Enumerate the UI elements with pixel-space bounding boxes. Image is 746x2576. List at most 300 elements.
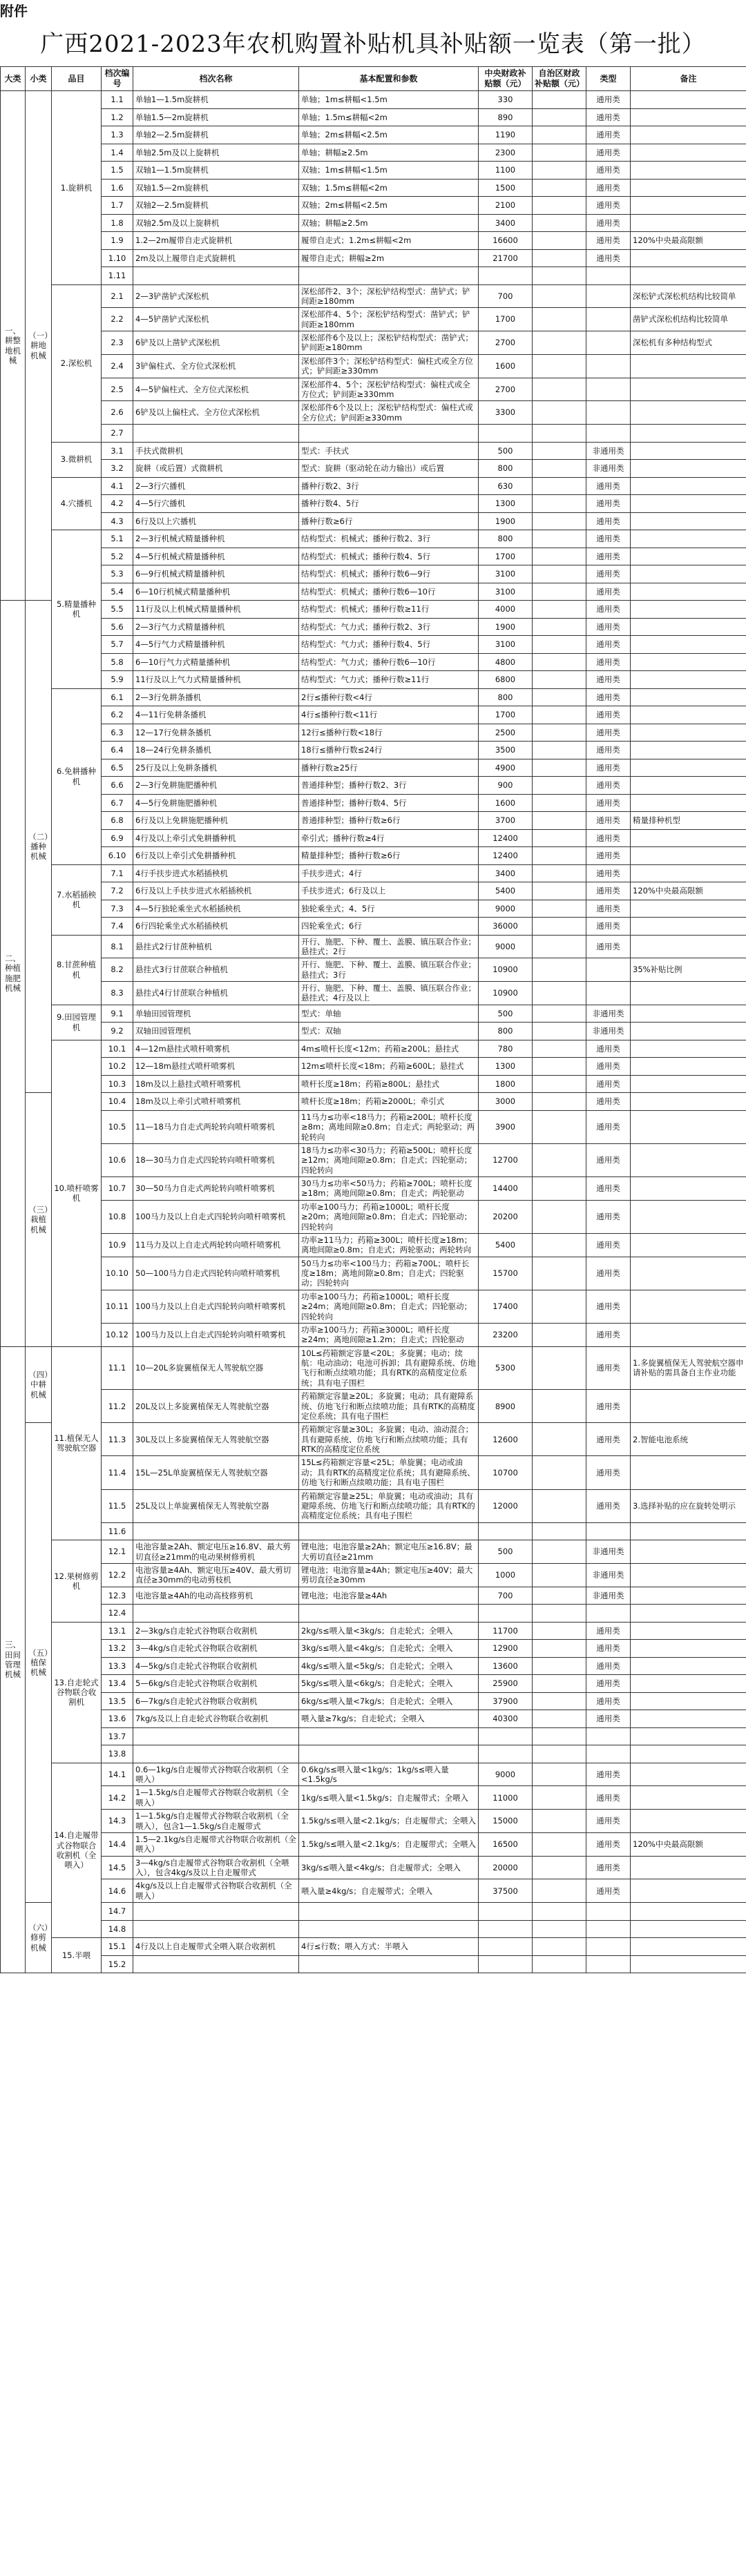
config-params: 结构型式：机械式；播种行数6—10行 bbox=[299, 583, 479, 601]
type: 通用类 bbox=[586, 900, 631, 918]
type: 通用类 bbox=[586, 636, 631, 654]
remark bbox=[631, 401, 746, 425]
central-subsidy: 1600 bbox=[479, 354, 533, 378]
type: 通用类 bbox=[586, 935, 631, 958]
regional-subsidy bbox=[533, 354, 586, 378]
tier-name: 电池容量≥4Ah、额定电压≥40V、最大剪切直径≥30mm的电动剪枝机 bbox=[133, 1563, 299, 1587]
table-row bbox=[1, 214, 746, 232]
table-row bbox=[1, 1640, 746, 1658]
table-row bbox=[1, 1710, 746, 1728]
central-subsidy: 15700 bbox=[479, 1257, 533, 1290]
remark bbox=[631, 1290, 746, 1323]
table-row bbox=[1, 401, 746, 425]
table-row bbox=[1, 565, 746, 583]
tier-name: 11马力及以上自走式两轮转向喷杆喷雾机 bbox=[133, 1233, 299, 1257]
table-row bbox=[1, 91, 746, 109]
tier-name: 2—3行气力式精量播种机 bbox=[133, 618, 299, 636]
tier-name: 30—50马力自走式两轮转向喷杆喷雾机 bbox=[133, 1177, 299, 1201]
central-subsidy: 9000 bbox=[479, 900, 533, 918]
tier-code: 1.11 bbox=[102, 267, 133, 285]
table-row bbox=[1, 1938, 746, 1956]
tier-name: 100马力及以上自走式四轮转向喷杆喷雾机 bbox=[133, 1323, 299, 1346]
type: 通用类 bbox=[586, 1832, 631, 1856]
remark: 凿铲式深松机结构比较简单 bbox=[631, 308, 746, 331]
regional-subsidy bbox=[533, 442, 586, 460]
regional-subsidy bbox=[533, 495, 586, 513]
central-subsidy: 2700 bbox=[479, 331, 533, 355]
tier-name: 18—24行免耕条播机 bbox=[133, 742, 299, 759]
subcategory-cell: （三）栽植机械 bbox=[26, 1093, 52, 1346]
regional-subsidy bbox=[533, 636, 586, 654]
table-row bbox=[1, 1587, 746, 1605]
config-params: 18行≤播种行数≤24行 bbox=[299, 742, 479, 759]
tier-code: 2.3 bbox=[102, 331, 133, 355]
item-cell: 14.自走履带式谷物联合收割机（全喂入） bbox=[52, 1763, 102, 1938]
tier-name: 4—12m悬挂式喷杆喷雾机 bbox=[133, 1040, 299, 1058]
table-row bbox=[1, 1563, 746, 1587]
tier-code: 15.1 bbox=[102, 1938, 133, 1956]
type: 通用类 bbox=[586, 1200, 631, 1233]
tier-code: 6.9 bbox=[102, 829, 133, 847]
type: 通用类 bbox=[586, 1622, 631, 1640]
remark bbox=[631, 1540, 746, 1564]
tier-name: 2—3kg/s自走轮式谷物联合收割机 bbox=[133, 1622, 299, 1640]
tier-name bbox=[133, 1522, 299, 1540]
type: 非通用类 bbox=[586, 1005, 631, 1023]
config-params: 功率≥11马力；药箱≥300L；喷杆长度≥18m；离地间隙≥0.8m；自走式；两轮驱动；两轮转向 bbox=[299, 1233, 479, 1257]
tier-name: 双轴2—2.5m旋耕机 bbox=[133, 197, 299, 215]
tier-code: 6.4 bbox=[102, 742, 133, 759]
tier-name: 双轴2.5m及以上旋耕机 bbox=[133, 214, 299, 232]
central-subsidy: 800 bbox=[479, 688, 533, 706]
type: 通用类 bbox=[586, 179, 631, 197]
regional-subsidy bbox=[533, 1640, 586, 1658]
config-params: 结构型式：机械式；播种行数≥11行 bbox=[299, 601, 479, 619]
header-cell: 档次编号 bbox=[102, 67, 133, 91]
table-row bbox=[1, 1040, 746, 1058]
config-params: 6kg/s≤喂入量<7kg/s；自走轮式；全喂入 bbox=[299, 1692, 479, 1710]
tier-code: 1.9 bbox=[102, 232, 133, 250]
remark bbox=[631, 1390, 746, 1423]
table-row bbox=[1, 671, 746, 689]
tier-code: 1.8 bbox=[102, 214, 133, 232]
regional-subsidy bbox=[533, 1058, 586, 1076]
item-cell: 7.水稻插秧机 bbox=[52, 864, 102, 935]
remark bbox=[631, 1745, 746, 1763]
tier-name: 双轴田园管理机 bbox=[133, 1023, 299, 1040]
remark bbox=[631, 1456, 746, 1489]
central-subsidy: 500 bbox=[479, 1540, 533, 1564]
tier-code: 14.6 bbox=[102, 1879, 133, 1903]
regional-subsidy bbox=[533, 308, 586, 331]
tier-code: 13.7 bbox=[102, 1727, 133, 1745]
central-subsidy: 2300 bbox=[479, 144, 533, 162]
regional-subsidy bbox=[533, 1856, 586, 1879]
regional-subsidy bbox=[533, 1456, 586, 1489]
central-subsidy: 3300 bbox=[479, 401, 533, 425]
regional-subsidy bbox=[533, 530, 586, 548]
regional-subsidy bbox=[533, 882, 586, 900]
table-row bbox=[1, 1058, 746, 1076]
config-params: 喷杆长度≥18m；药箱≥800L；悬挂式 bbox=[299, 1075, 479, 1093]
central-subsidy: 780 bbox=[479, 1040, 533, 1058]
table-row bbox=[1, 1745, 746, 1763]
table-row bbox=[1, 982, 746, 1005]
config-params: 1kg/s≤喂入量<1.5kg/s；自走履带式；全喂入 bbox=[299, 1786, 479, 1810]
type: 通用类 bbox=[586, 1657, 631, 1675]
central-subsidy: 12700 bbox=[479, 1143, 533, 1176]
table-row bbox=[1, 378, 746, 401]
remark bbox=[631, 565, 746, 583]
central-subsidy: 20000 bbox=[479, 1856, 533, 1879]
type: 通用类 bbox=[586, 1093, 631, 1111]
type bbox=[586, 982, 631, 1005]
central-subsidy: 14400 bbox=[479, 1177, 533, 1201]
type bbox=[586, 331, 631, 355]
remark bbox=[631, 530, 746, 548]
tier-code: 6.1 bbox=[102, 688, 133, 706]
central-subsidy: 3400 bbox=[479, 864, 533, 882]
tier-name: 4—5铲偏柱式、全方位式深松机 bbox=[133, 378, 299, 401]
remark bbox=[631, 162, 746, 180]
central-subsidy: 1300 bbox=[479, 495, 533, 513]
subcategory-cell: （四）中耕机械 bbox=[26, 1346, 52, 1423]
table-row bbox=[1, 1622, 746, 1640]
type bbox=[586, 1920, 631, 1938]
table-row bbox=[1, 249, 746, 267]
type: 通用类 bbox=[586, 653, 631, 671]
tier-code: 5.2 bbox=[102, 548, 133, 565]
tier-code: 15.2 bbox=[102, 1955, 133, 1973]
central-subsidy bbox=[479, 1727, 533, 1745]
table-row bbox=[1, 618, 746, 636]
tier-name: 单轴田园管理机 bbox=[133, 1005, 299, 1023]
remark bbox=[631, 1587, 746, 1605]
regional-subsidy bbox=[533, 565, 586, 583]
regional-subsidy bbox=[533, 1692, 586, 1710]
remark bbox=[631, 900, 746, 918]
remark bbox=[631, 378, 746, 401]
remark bbox=[631, 1786, 746, 1810]
config-params: 15L≤药箱额定容量<25L；单旋翼；电动或油动；具有RTK的高精度定位系统；具有避障系统、仿地飞行和断点续喷功能；具有电子围栏 bbox=[299, 1456, 479, 1489]
type: 通用类 bbox=[586, 548, 631, 565]
config-params: 药箱额定容量≥20L；多旋翼；电动；具有避障系统、仿地飞行和断点续喷功能；具有RTK的高精度定位系统；具有电子围栏 bbox=[299, 1390, 479, 1423]
central-subsidy: 4900 bbox=[479, 759, 533, 777]
remark: 120%中央最高限额 bbox=[631, 882, 746, 900]
central-subsidy: 3400 bbox=[479, 214, 533, 232]
central-subsidy: 11700 bbox=[479, 1622, 533, 1640]
central-subsidy: 330 bbox=[479, 91, 533, 109]
type: 通用类 bbox=[586, 1323, 631, 1346]
remark: 35%补贴比例 bbox=[631, 958, 746, 982]
table-row bbox=[1, 1605, 746, 1623]
type bbox=[586, 378, 631, 401]
remark bbox=[631, 460, 746, 478]
remark bbox=[631, 1200, 746, 1233]
type: 通用类 bbox=[586, 1456, 631, 1489]
type bbox=[586, 284, 631, 308]
remark bbox=[631, 1177, 746, 1201]
type: 非通用类 bbox=[586, 1563, 631, 1587]
item-cell: 4.穴播机 bbox=[52, 477, 102, 530]
config-params: 深松部件4、5个；深松铲结构型式：凿铲式；铲间距≥180mm bbox=[299, 308, 479, 331]
tier-code: 10.12 bbox=[102, 1323, 133, 1346]
config-params: 功率≥100马力；药箱≥1000L；喷杆长度≥24m；离地间隙≥0.8m；自走式；四轮驱动；四轮转向 bbox=[299, 1290, 479, 1323]
table-row bbox=[1, 583, 746, 601]
regional-subsidy bbox=[533, 1622, 586, 1640]
type: 通用类 bbox=[586, 1346, 631, 1390]
regional-subsidy bbox=[533, 1423, 586, 1456]
table-row bbox=[1, 495, 746, 513]
regional-subsidy bbox=[533, 267, 586, 285]
remark bbox=[631, 548, 746, 565]
tier-code: 3.2 bbox=[102, 460, 133, 478]
config-params: 单轴；1.5m≤耕幅<2m bbox=[299, 108, 479, 126]
tier-code: 1.6 bbox=[102, 179, 133, 197]
remark bbox=[631, 1563, 746, 1587]
type: 通用类 bbox=[586, 1640, 631, 1658]
table-row bbox=[1, 636, 746, 654]
tier-name: 双轴1.5—2m旋耕机 bbox=[133, 179, 299, 197]
regional-subsidy bbox=[533, 331, 586, 355]
regional-subsidy bbox=[533, 653, 586, 671]
remark bbox=[631, 1675, 746, 1693]
config-params: 履带自走式；耕幅≥2m bbox=[299, 249, 479, 267]
config-params bbox=[299, 425, 479, 443]
remark bbox=[631, 1622, 746, 1640]
type: 通用类 bbox=[586, 1390, 631, 1423]
central-subsidy: 5300 bbox=[479, 1346, 533, 1390]
table-row bbox=[1, 918, 746, 936]
regional-subsidy bbox=[533, 1675, 586, 1693]
central-subsidy: 700 bbox=[479, 284, 533, 308]
central-subsidy: 1700 bbox=[479, 706, 533, 724]
central-subsidy: 11000 bbox=[479, 1786, 533, 1810]
central-subsidy: 1300 bbox=[479, 1058, 533, 1076]
config-params: 开行、施肥、下种、覆土、盖膜、镇压联合作业；悬挂式；3行 bbox=[299, 958, 479, 982]
type: 通用类 bbox=[586, 565, 631, 583]
table-row bbox=[1, 1522, 746, 1540]
tier-name: 双轴1—1.5m旋耕机 bbox=[133, 162, 299, 180]
config-params: 播种行数2、3行 bbox=[299, 477, 479, 495]
header-cell: 小类 bbox=[26, 67, 52, 91]
config-params: 普通排种型；播种行数≥6行 bbox=[299, 812, 479, 830]
remark bbox=[631, 847, 746, 865]
tier-code: 6.7 bbox=[102, 794, 133, 812]
tier-code: 13.3 bbox=[102, 1657, 133, 1675]
header-cell: 档次名称 bbox=[133, 67, 299, 91]
category-cell: 二、种植施肥机械 bbox=[1, 601, 26, 1347]
table-row bbox=[1, 162, 746, 180]
tier-name: 单轴2—2.5m旋耕机 bbox=[133, 126, 299, 144]
central-subsidy: 10700 bbox=[479, 1456, 533, 1489]
type: 非通用类 bbox=[586, 1587, 631, 1605]
table-row bbox=[1, 742, 746, 759]
type: 通用类 bbox=[586, 759, 631, 777]
tier-code: 1.4 bbox=[102, 144, 133, 162]
config-params: 3kg/s≤喂入量<4kg/s；自走履带式；全喂入 bbox=[299, 1856, 479, 1879]
tier-code: 6.8 bbox=[102, 812, 133, 830]
tier-name: 6铲及以上凿铲式深松机 bbox=[133, 331, 299, 355]
config-params: 单轴；1m≤耕幅<1.5m bbox=[299, 91, 479, 109]
config-params: 普通排种型；播种行数2、3行 bbox=[299, 777, 479, 795]
regional-subsidy bbox=[533, 724, 586, 742]
central-subsidy: 1190 bbox=[479, 126, 533, 144]
item-cell: 1.旋耕机 bbox=[52, 91, 102, 285]
config-params: 喂入量≥7kg/s；自走轮式；全喂入 bbox=[299, 1710, 479, 1728]
table-row bbox=[1, 267, 746, 285]
tier-code: 6.10 bbox=[102, 847, 133, 865]
remark bbox=[631, 126, 746, 144]
central-subsidy: 12000 bbox=[479, 1489, 533, 1522]
regional-subsidy bbox=[533, 1110, 586, 1143]
item-cell: 3.微耕机 bbox=[52, 442, 102, 477]
remark bbox=[631, 1143, 746, 1176]
table-row bbox=[1, 706, 746, 724]
remark bbox=[631, 671, 746, 689]
type: 通用类 bbox=[586, 1879, 631, 1903]
table-row bbox=[1, 1143, 746, 1176]
tier-name bbox=[133, 1605, 299, 1623]
remark bbox=[631, 724, 746, 742]
config-params: 4m≤喷杆长度<12m；药箱≥200L；悬挂式 bbox=[299, 1040, 479, 1058]
remark: 3.选择补贴的应在旋转处明示 bbox=[631, 1489, 746, 1522]
regional-subsidy bbox=[533, 847, 586, 865]
tier-code: 1.1 bbox=[102, 91, 133, 109]
tier-code: 14.8 bbox=[102, 1920, 133, 1938]
type: 通用类 bbox=[586, 777, 631, 795]
table-row bbox=[1, 1177, 746, 1201]
config-params: 结构型式：气力式；播种行数≥11行 bbox=[299, 671, 479, 689]
type: 通用类 bbox=[586, 144, 631, 162]
regional-subsidy bbox=[533, 1390, 586, 1423]
table-row bbox=[1, 1786, 746, 1810]
remark bbox=[631, 583, 746, 601]
remark bbox=[631, 777, 746, 795]
tier-name: 4行手扶步进式水稻插秧机 bbox=[133, 864, 299, 882]
remark bbox=[631, 1710, 746, 1728]
central-subsidy: 1900 bbox=[479, 618, 533, 636]
regional-subsidy bbox=[533, 91, 586, 109]
config-params: 播种行数≥25行 bbox=[299, 759, 479, 777]
table-row bbox=[1, 354, 746, 378]
remark bbox=[631, 442, 746, 460]
config-params: 结构型式：气力式；播种行数2、3行 bbox=[299, 618, 479, 636]
config-params bbox=[299, 1727, 479, 1745]
tier-code: 2.4 bbox=[102, 354, 133, 378]
config-params: 手扶步进式；4行 bbox=[299, 864, 479, 882]
header-cell: 品目 bbox=[52, 67, 102, 91]
remark bbox=[631, 1058, 746, 1076]
type: 通用类 bbox=[586, 91, 631, 109]
header-cell: 备注 bbox=[631, 67, 746, 91]
tier-code: 14.5 bbox=[102, 1856, 133, 1879]
config-params: 1.5kg/s≤喂入量<2.1kg/s；自走履带式；全喂入 bbox=[299, 1810, 479, 1833]
config-params: 功率≥100马力；药箱≥3000L；喷杆长度≥24m；离地间隙≥1.2m；自走式；四轮驱动 bbox=[299, 1323, 479, 1346]
regional-subsidy bbox=[533, 1489, 586, 1522]
remark bbox=[631, 1727, 746, 1745]
tier-name: 4kg/s及以上自走履带式谷物联合收割机（全喂入） bbox=[133, 1879, 299, 1903]
tier-name: 4—5行免耕施肥播种机 bbox=[133, 794, 299, 812]
tier-name: 6行四轮乘坐式水稻插秧机 bbox=[133, 918, 299, 936]
config-params: 结构型式：机械式；播种行数4、5行 bbox=[299, 548, 479, 565]
tier-code: 9.2 bbox=[102, 1023, 133, 1040]
tier-name: 旋耕（或后置）式微耕机 bbox=[133, 460, 299, 478]
type: 通用类 bbox=[586, 706, 631, 724]
central-subsidy: 37900 bbox=[479, 1692, 533, 1710]
tier-code: 10.2 bbox=[102, 1058, 133, 1076]
regional-subsidy bbox=[533, 1093, 586, 1111]
remark bbox=[631, 1023, 746, 1040]
tier-name: 11行及以上机械式精量播种机 bbox=[133, 601, 299, 619]
remark bbox=[631, 742, 746, 759]
config-params: 药箱额定容量≥25L；单旋翼；电动或油动；具有避障系统、仿地飞行和断点续喷功能；具有RTK的高精度定位系统；具有电子围栏 bbox=[299, 1489, 479, 1522]
type: 通用类 bbox=[586, 583, 631, 601]
regional-subsidy bbox=[533, 1763, 586, 1786]
config-params: 型式：单轴 bbox=[299, 1005, 479, 1023]
type: 通用类 bbox=[586, 1290, 631, 1323]
regional-subsidy bbox=[533, 214, 586, 232]
tier-code: 12.1 bbox=[102, 1540, 133, 1564]
config-params: 开行、施肥、下种、覆土、盖膜、镇压联合作业；悬挂式；4行及以上 bbox=[299, 982, 479, 1005]
central-subsidy: 3100 bbox=[479, 636, 533, 654]
category-cell: 一、耕整地机械 bbox=[1, 91, 26, 601]
remark bbox=[631, 1657, 746, 1675]
table-row bbox=[1, 1955, 746, 1973]
type: 通用类 bbox=[586, 742, 631, 759]
central-subsidy: 12900 bbox=[479, 1640, 533, 1658]
regional-subsidy bbox=[533, 144, 586, 162]
config-params: 5kg/s≤喂入量<6kg/s；自走轮式；全喂入 bbox=[299, 1675, 479, 1693]
remark bbox=[631, 1040, 746, 1058]
type: 通用类 bbox=[586, 918, 631, 936]
regional-subsidy bbox=[533, 935, 586, 958]
regional-subsidy bbox=[533, 126, 586, 144]
table-row bbox=[1, 1200, 746, 1233]
config-params: 开行、施肥、下种、覆土、盖膜、镇压联合作业；悬挂式；2行 bbox=[299, 935, 479, 958]
tier-code: 12.2 bbox=[102, 1563, 133, 1587]
tier-name: 手扶式微耕机 bbox=[133, 442, 299, 460]
tier-name: 11—18马力自走式两轮转向喷杆喷雾机 bbox=[133, 1110, 299, 1143]
remark: 120%中央最高限额 bbox=[631, 232, 746, 250]
config-params: 独轮乘坐式；4、5行 bbox=[299, 900, 479, 918]
tier-name: 4—5行穴播机 bbox=[133, 495, 299, 513]
config-params bbox=[299, 1605, 479, 1623]
config-params: 锂电池；电池容量≥4Ah bbox=[299, 1587, 479, 1605]
table-row bbox=[1, 1763, 746, 1786]
remark bbox=[631, 653, 746, 671]
config-params: 履带自走式；1.2m≤耕幅<2m bbox=[299, 232, 479, 250]
central-subsidy bbox=[479, 267, 533, 285]
central-subsidy: 4000 bbox=[479, 601, 533, 619]
tier-code: 10.9 bbox=[102, 1233, 133, 1257]
config-params: 10L≤药箱额定容量<20L；多旋翼；电动；续航：电动油动；电池可拆卸；具有避障系统、仿地飞行和断点续喷功能；具有RTK的高精度定位系统；具有电子围栏 bbox=[299, 1346, 479, 1390]
tier-code: 10.5 bbox=[102, 1110, 133, 1143]
tier-name: 4—5kg/s自走轮式谷物联合收割机 bbox=[133, 1657, 299, 1675]
item-cell: 10.喷杆喷雾机 bbox=[52, 1040, 102, 1346]
config-params: 型式：双轴 bbox=[299, 1023, 479, 1040]
central-subsidy: 3700 bbox=[479, 812, 533, 830]
tier-code: 14.7 bbox=[102, 1903, 133, 1921]
remark bbox=[631, 425, 746, 443]
central-subsidy: 13600 bbox=[479, 1657, 533, 1675]
config-params: 18马力≤功率<30马力；药箱≥500L；喷杆长度≥12m；离地间隙≥0.8m；自走式；四轮驱动；四轮转向 bbox=[299, 1143, 479, 1176]
tier-name bbox=[133, 1955, 299, 1973]
regional-subsidy bbox=[533, 671, 586, 689]
table-row bbox=[1, 724, 746, 742]
central-subsidy bbox=[479, 1522, 533, 1540]
config-params: 精量排种型；播种行数≥6行 bbox=[299, 847, 479, 865]
